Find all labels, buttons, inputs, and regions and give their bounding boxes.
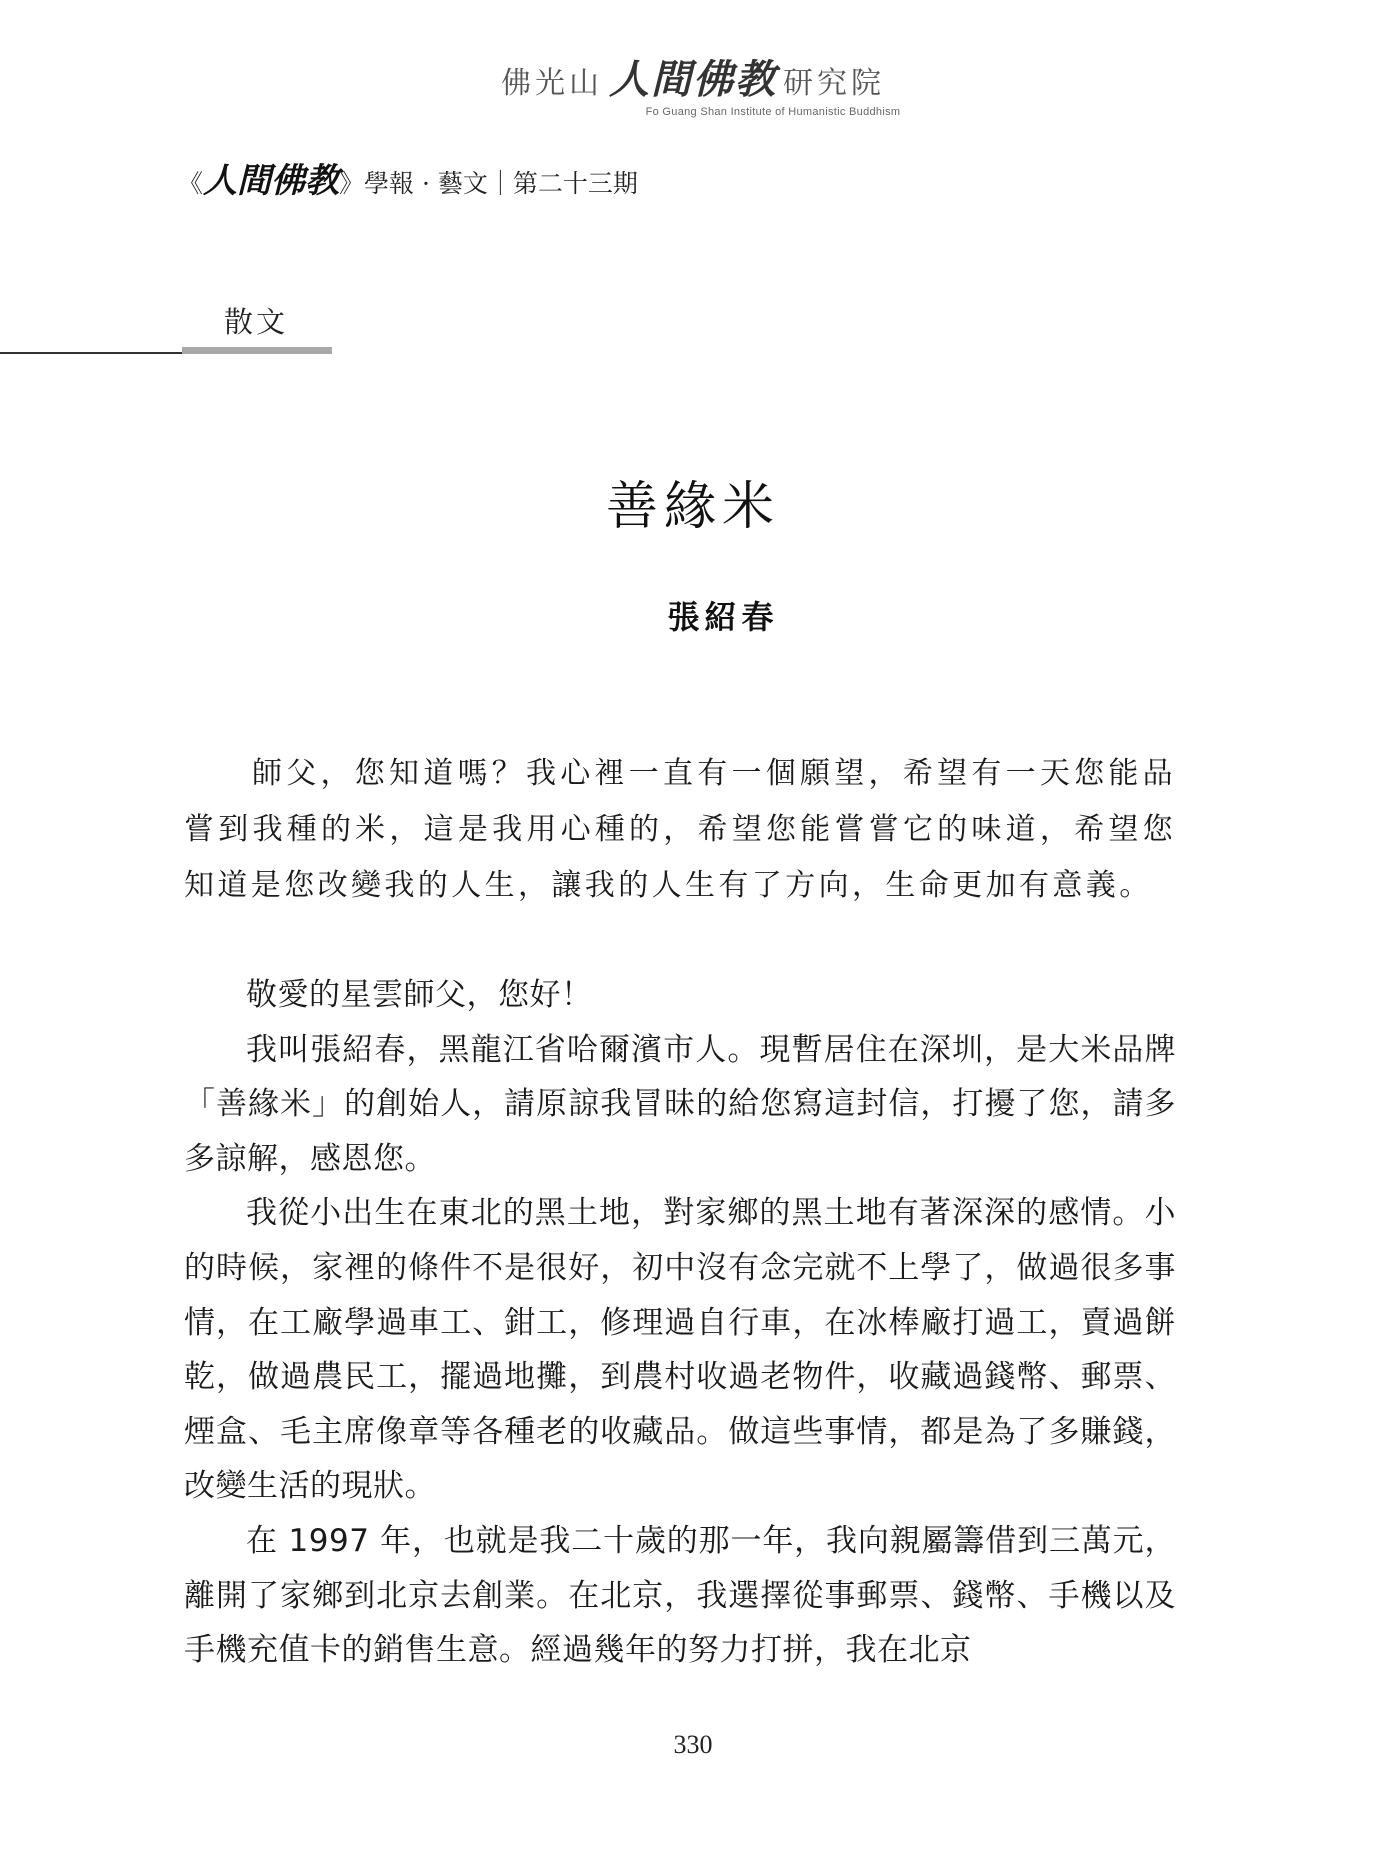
- institute-name: [0, 56, 1386, 104]
- article-author: 張紹春: [667, 598, 779, 636]
- page-number: 330: [673, 1730, 713, 1759]
- institute-header: [0, 56, 1386, 118]
- body-paragraph: 在 1997 年，也就是我二十歲的那一年，我向親屬籌借到三萬元，離開了家鄉到北京去創業。在北京，我選擇從事郵票、錢幣、手機以及手機充值卡的銷售生意。經過幾年的努力打拼，我在北京: [184, 1522, 1176, 1669]
- body-paragraph: 敬愛的星雲師父，您好！: [246, 977, 593, 1013]
- body-paragraph: 我從小出生在東北的黑土地，對家鄉的黑土地有著深深的感情。小的時候，家裡的條件不是很好，初中沒有念完就不上學了，做過很多事情，在工廠學過車工、鉗工，修理過自行車，在冰棒廠打過工，賣過餅乾，做過農民工，擺過地攤，到農村收過老物件，收藏過錢幣、郵票、煙盒、毛主席像章等各種老的收藏品。做這些事情，都是為了多賺錢，改變生活的現狀。: [184, 1195, 1176, 1505]
- institute-suffix: 研究院: [783, 66, 885, 101]
- section-underline: [182, 347, 332, 354]
- journal-issue-info: 》學報 · 藝文｜第二十三期: [339, 169, 638, 198]
- institute-prefix: 佛光山: [501, 66, 603, 101]
- institute-brand-logo: 人間佛教: [609, 56, 777, 103]
- journal-open-bracket: 《: [178, 169, 204, 198]
- article-body: [184, 968, 1176, 1678]
- institute-english-name: Fo Guang Shan Institute of Humanistic Buddhism: [645, 106, 901, 118]
- section-label: 散文: [224, 305, 289, 339]
- body-paragraph: 我叫張紹春，黑龍江省哈爾濱市人。現暫居住在深圳，是大米品牌「善緣米」的創始人，請原諒我冒昧的給您寫這封信，打擾了您，請多多諒解，感恩您。: [184, 1031, 1176, 1177]
- article-preface: 師父，您知道嗎？我心裡一直有一個願望，希望有一天您能品嘗到我種的米，這是我用心種的，希望您能嘗嘗它的味道，希望您知道是您改變我的人生，讓我的人生有了方向，生命更加有意義。: [184, 756, 1176, 903]
- journal-brand-logo: 人間佛教: [203, 161, 340, 201]
- journal-running-header: [178, 162, 638, 203]
- article-title: 善緣米: [605, 477, 780, 537]
